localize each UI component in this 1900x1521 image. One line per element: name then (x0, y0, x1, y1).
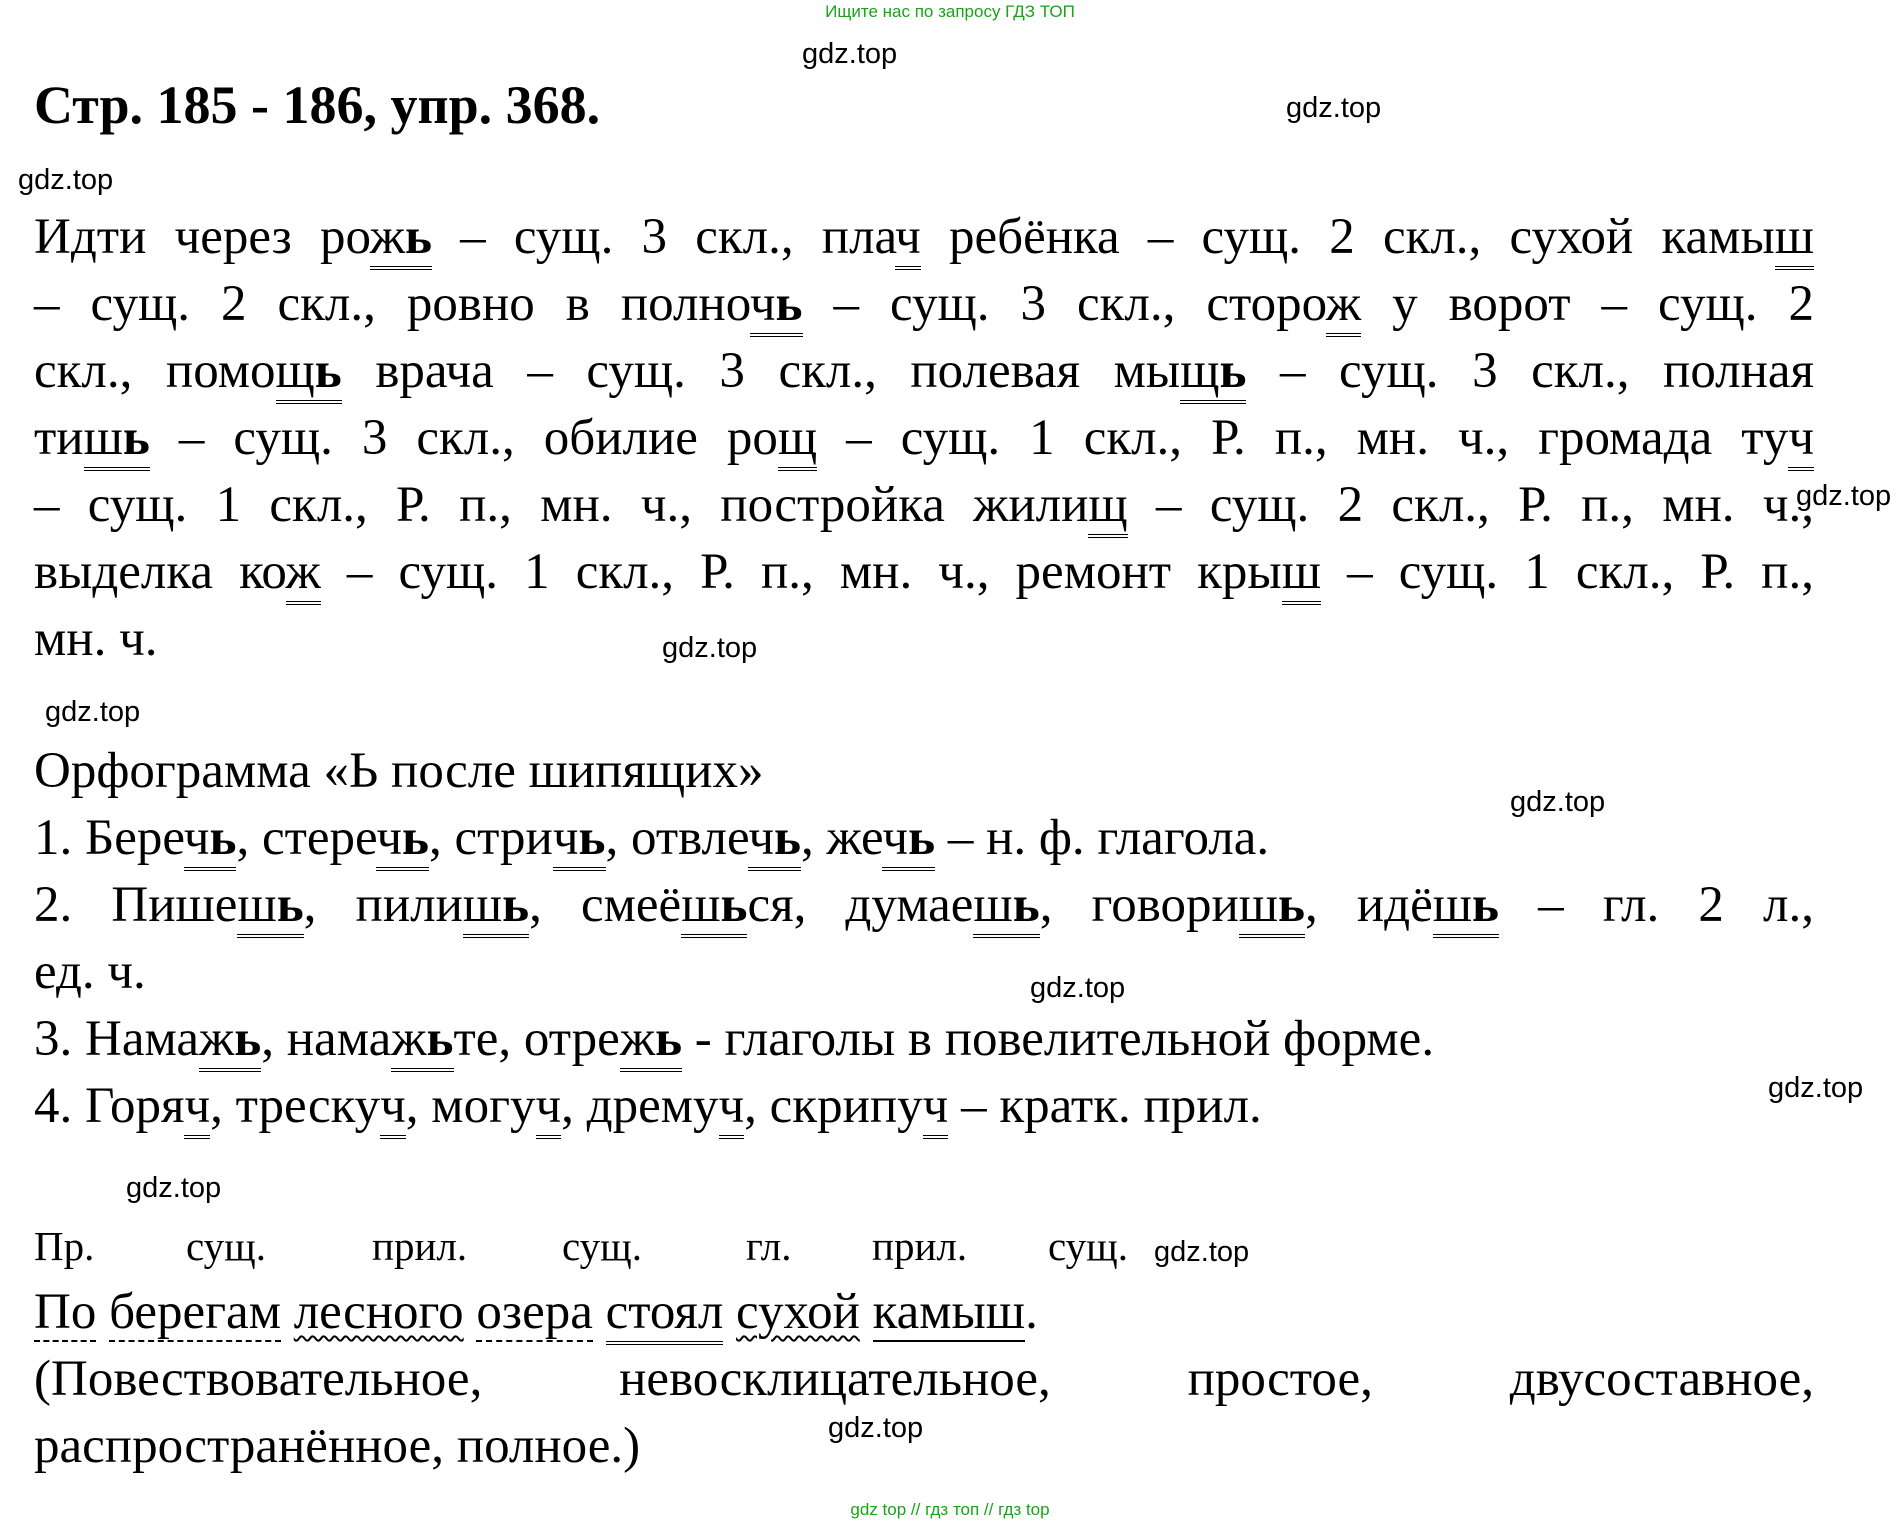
sentence-word: берегам (109, 1284, 281, 1340)
watermark: gdz.top (662, 632, 758, 664)
watermark: gdz.top (802, 38, 898, 70)
text-fragment: , стри (429, 810, 553, 866)
text-fragment: – сущ. 3 скл., пла (431, 209, 896, 265)
orthogram-letter: ч (895, 209, 921, 270)
text-fragment: – сущ. 1 скл., Р. п., (1320, 544, 1814, 600)
text-fragment: 2. Пише (34, 877, 238, 933)
parsed-sentence (34, 1283, 1038, 1341)
sentence-word: По (34, 1284, 97, 1340)
text-fragment: , же (800, 810, 883, 866)
pos-label: прил. (872, 1223, 968, 1269)
orthogram-letter: ш (84, 410, 123, 471)
orthogram-soft-sign: ь (720, 877, 747, 938)
orthogram-letter: ч (376, 810, 402, 871)
sentence-word: камыш (872, 1284, 1026, 1340)
list-item (34, 876, 1814, 934)
text-fragment: – сущ. 1 скл., Р. п., мн. ч., постройка жили (34, 477, 1089, 533)
text-fragment: – н. ф. глагола. (935, 810, 1270, 866)
orthogram-letter: ч (553, 810, 579, 871)
text-fragment: , стере (236, 810, 377, 866)
orthogram-heading: Орфограмма «Ь после шипящих» (34, 743, 764, 799)
orthogram-letter: ч (536, 1078, 562, 1139)
watermark: gdz.top (1154, 1236, 1250, 1268)
text-fragment: ребёнка – сущ. 2 скл., сухой камы (920, 209, 1775, 265)
text-fragment: – сущ. 3 скл., обилие ро (149, 410, 778, 466)
text-line (34, 208, 1814, 266)
orthogram-letter: ч (750, 276, 776, 337)
orthogram-letter: щ (1180, 343, 1219, 404)
text-fragment: , нама (261, 1011, 392, 1067)
text-line (34, 275, 1814, 333)
text-fragment: – сущ. 2 скл., ровно в полно (34, 276, 750, 332)
text-fragment: , треску (210, 1078, 381, 1134)
pos-label: гл. (746, 1223, 792, 1269)
text-fragment: , отвле (605, 810, 749, 866)
characteristics-line: распространённое, полное.) (34, 1418, 641, 1474)
orthogram-letter: ч (184, 1078, 210, 1139)
orthogram-soft-sign: ь (502, 877, 529, 938)
orthogram-soft-sign: ь (1219, 343, 1246, 404)
text-fragment: врача – сущ. 3 скл., полевая мы (341, 343, 1181, 399)
orthogram-letter: ж (370, 209, 405, 270)
text-fragment: – сущ. 1 скл., Р. п., мн. ч., громада ту (817, 410, 1789, 466)
orthogram-letter: ж (286, 544, 321, 605)
pos-label: Пр. (34, 1223, 95, 1269)
orthogram-letter: ч (882, 810, 908, 871)
orthogram-soft-sign: ь (234, 1011, 261, 1072)
orthogram-letter: ш (237, 877, 276, 938)
orthogram-letter: ч (748, 810, 774, 871)
pos-label: сущ. (562, 1223, 642, 1269)
orthogram-letter: ш (681, 877, 720, 938)
sentence-word: озера (476, 1284, 593, 1340)
orthogram-soft-sign: ь (277, 877, 304, 938)
watermark: gdz.top (1796, 480, 1892, 512)
orthogram-soft-sign: ь (123, 410, 150, 471)
orthogram-soft-sign: ь (774, 810, 801, 871)
orthogram-letter: ш (1239, 877, 1278, 938)
text-fragment: – сущ. 1 скл., Р. п., мн. ч., ремонт кры (320, 544, 1282, 600)
text-fragment: , дрему (561, 1078, 719, 1134)
text-line (34, 342, 1814, 400)
watermark: gdz.top (45, 696, 141, 728)
watermark: gdz.top (828, 1412, 924, 1444)
orthogram-soft-sign: ь (776, 276, 803, 337)
orthogram-letter: ш (973, 877, 1012, 938)
text-line (34, 543, 1814, 601)
orthogram-soft-sign: ь (1472, 877, 1499, 938)
list-item (34, 1077, 1262, 1135)
watermark: gdz.top (1030, 972, 1126, 1004)
orthogram-soft-sign: ь (402, 810, 429, 871)
text-fragment: , пили (303, 877, 463, 933)
text-fragment: , говори (1039, 877, 1239, 933)
footer: gdz top // гдз топ // гдз top (850, 1500, 1050, 1519)
watermark: gdz.top (126, 1172, 222, 1204)
sentence-word: . (1025, 1284, 1038, 1340)
text-fragment: ти (34, 410, 84, 466)
text-fragment: Идти через ро (34, 209, 370, 265)
orthogram-soft-sign: ь (908, 810, 935, 871)
sentence-word: стоял (606, 1284, 724, 1345)
orthogram-letter: щ (1088, 477, 1127, 538)
text-fragment: , могу (405, 1078, 536, 1134)
text-fragment: скл., помо (34, 343, 276, 399)
orthogram-letter: ж (391, 1011, 426, 1072)
orthogram-letter: ш (1775, 209, 1814, 270)
orthogram-letter: ж (199, 1011, 234, 1072)
orthogram-soft-sign: ь (427, 1011, 454, 1072)
text-fragment: у ворот – сущ. 2 (1361, 276, 1814, 332)
orthogram-letter: ж (620, 1011, 655, 1072)
orthogram-letter: ш (463, 877, 502, 938)
watermark: gdz.top (1286, 92, 1382, 124)
text-fragment: 1. Бере (34, 810, 184, 866)
pos-label: прил. (372, 1223, 468, 1269)
orthogram-letter: ч (1788, 410, 1814, 471)
text-fragment: 3. Нама (34, 1011, 200, 1067)
text-line (34, 476, 1814, 534)
orthogram-soft-sign: ь (209, 810, 236, 871)
pos-label: сущ. (186, 1223, 266, 1269)
text-fragment: – сущ. 3 скл., полная (1246, 343, 1815, 399)
orthogram-letter: щ (276, 343, 315, 404)
text-fragment: те, отре (453, 1011, 620, 1067)
text-fragment: - глаголы в повелительной форме. (682, 1011, 1435, 1067)
text-fragment: – сущ. 2 скл., Р. п., мн. ч., (1127, 477, 1814, 533)
orthogram-soft-sign: ь (315, 343, 342, 404)
list-item (34, 1010, 1434, 1068)
sentence-word: сухой (736, 1284, 860, 1340)
orthogram-letter: щ (778, 410, 817, 471)
sentence-word: лесного (293, 1284, 464, 1340)
text-fragment: – сущ. 3 скл., сторо (802, 276, 1326, 332)
orthogram-letter: ж (1326, 276, 1361, 337)
orthogram-letter: ш (1282, 544, 1321, 605)
orthogram-soft-sign: ь (579, 810, 606, 871)
text-fragment: 4. Горя (34, 1078, 185, 1134)
text-fragment: – гл. 2 л., (1499, 877, 1814, 933)
orthogram-soft-sign: ь (1013, 877, 1040, 938)
text-fragment: , смеё (529, 877, 682, 933)
orthogram-soft-sign: ь (405, 209, 432, 270)
text-line (34, 409, 1814, 467)
pos-label: сущ. (1048, 1223, 1128, 1269)
text-fragment: ся, думае (747, 877, 974, 933)
text-fragment: , идё (1305, 877, 1433, 933)
watermark: gdz.top (1768, 1072, 1864, 1104)
page-title: Стр. 185 - 186, упр. 368. (34, 75, 601, 135)
orthogram-letter: ч (719, 1078, 745, 1139)
orthogram-letter: ш (1433, 877, 1472, 938)
top-banner: Ищите нас по запросу ГДЗ ТОП (825, 2, 1075, 21)
orthogram-letter: ч (380, 1078, 406, 1139)
orthogram-letter: ч (923, 1078, 949, 1139)
text-fragment: , скрипу (744, 1078, 923, 1134)
watermark: gdz.top (1510, 786, 1606, 818)
list-item (34, 809, 1269, 867)
orthogram-letter: ч (184, 810, 210, 871)
orthogram-soft-sign: ь (1278, 877, 1305, 938)
watermark: gdz.top (18, 164, 114, 196)
list-item-continuation: ед. ч. (34, 944, 146, 1000)
characteristics-line: (Повествовательное, невосклицательное, простое, двусоставное, (34, 1351, 1814, 1407)
text-fragment: выделка ко (34, 544, 286, 600)
text-fragment: – кратк. прил. (948, 1078, 1262, 1134)
orthogram-soft-sign: ь (655, 1011, 682, 1072)
text-line: мн. ч. (34, 611, 158, 667)
